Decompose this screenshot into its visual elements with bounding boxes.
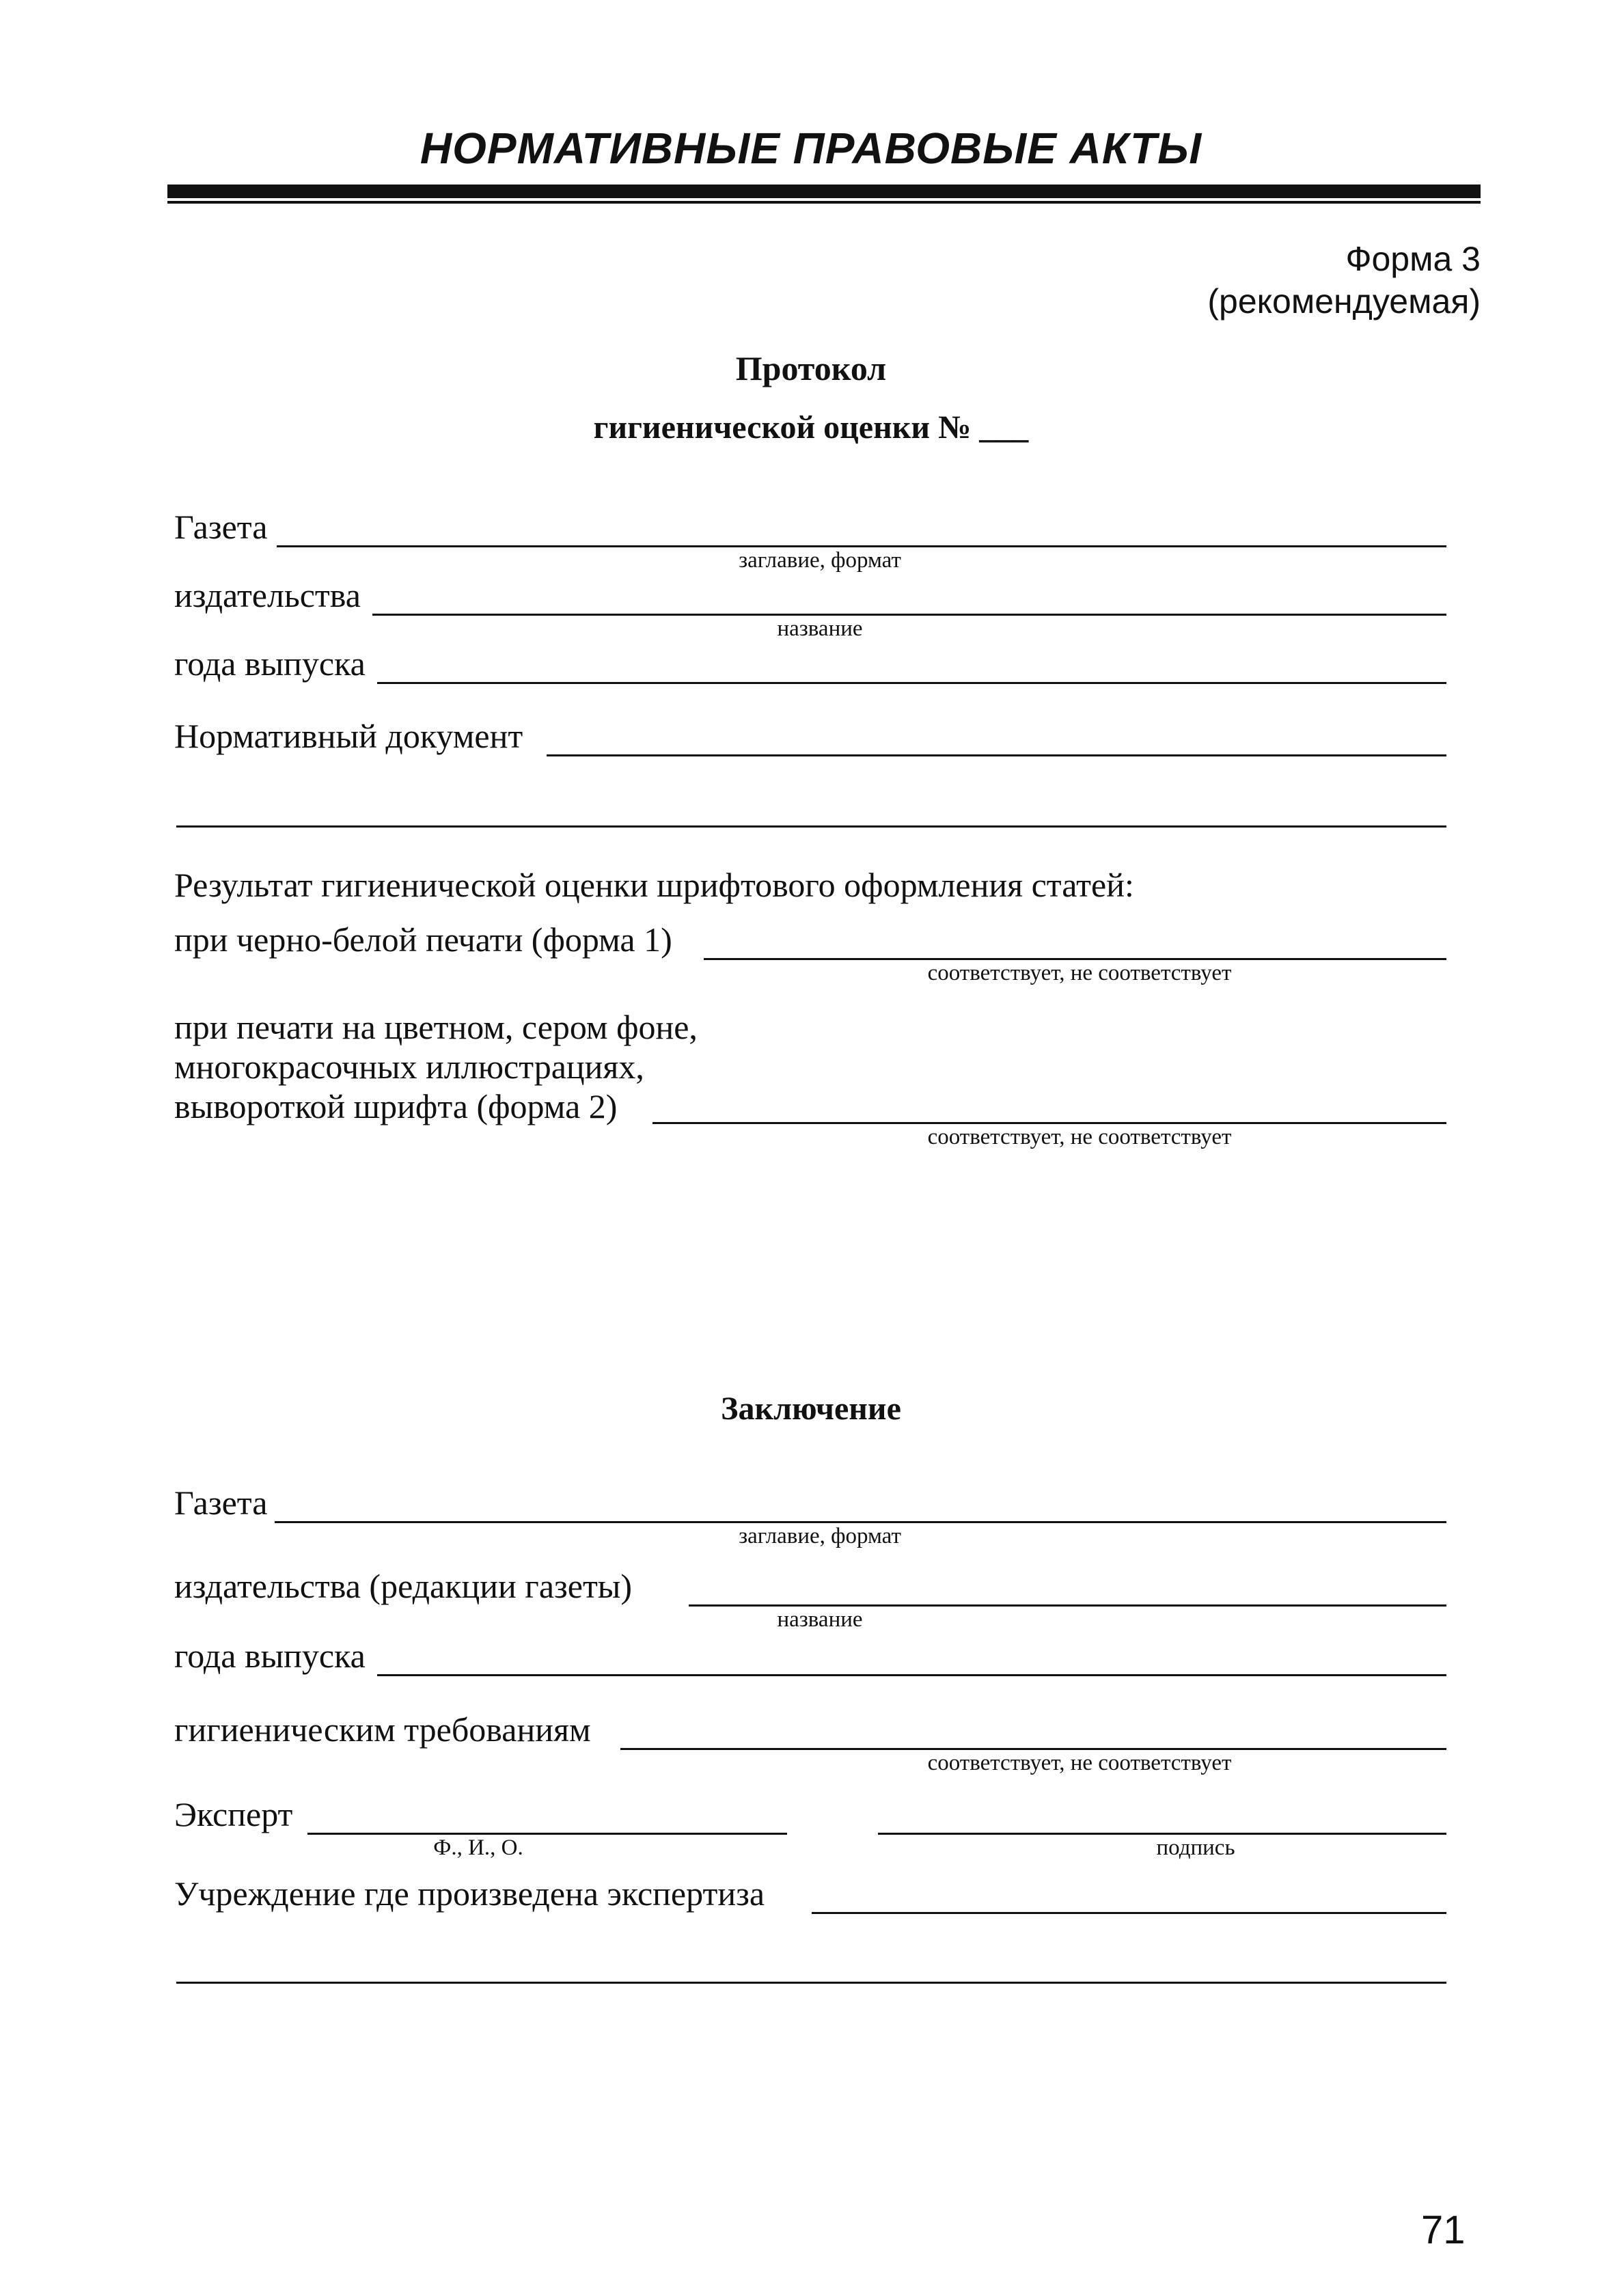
header-rule-thick bbox=[167, 184, 1481, 198]
expert-signature-field[interactable] bbox=[878, 1833, 1446, 1835]
expert-fio-field[interactable] bbox=[307, 1833, 787, 1835]
bw-label: при черно-белой печати (форма 1) bbox=[174, 920, 672, 959]
izdatelstva-label: издательства bbox=[174, 576, 361, 614]
color-caption: соответствует, не соответствует bbox=[927, 1125, 1232, 1149]
color-line-1: при печати на цветном, сером фоне, bbox=[174, 1008, 698, 1046]
gazeta-label: Газета bbox=[174, 508, 268, 546]
institution-label: Учреждение где произведена экспертиза bbox=[174, 1874, 765, 1913]
conclusion-goda-label: года выпуска bbox=[174, 1637, 366, 1675]
header-rule-thin bbox=[167, 201, 1481, 204]
gazeta-caption: заглавие, формат bbox=[739, 548, 901, 573]
institution-field-2[interactable] bbox=[176, 1982, 1446, 1984]
requirements-field[interactable] bbox=[620, 1748, 1446, 1750]
normativ-field-2[interactable] bbox=[176, 825, 1446, 828]
conclusion-izdatelstva-caption: название bbox=[777, 1607, 863, 1632]
signature-caption: подпись bbox=[1156, 1835, 1235, 1860]
form-recommended: (рекомендуемая) bbox=[1207, 282, 1481, 320]
conclusion-izdatelstva-field[interactable] bbox=[689, 1604, 1446, 1607]
requirements-label: гигиеническим требованиям bbox=[174, 1710, 591, 1749]
goda-label: года выпуска bbox=[174, 644, 366, 683]
conclusion-gazeta-caption: заглавие, формат bbox=[739, 1524, 901, 1548]
institution-field[interactable] bbox=[812, 1912, 1446, 1914]
conclusion-gazeta-label: Газета bbox=[174, 1484, 268, 1522]
izdatelstva-field[interactable] bbox=[372, 614, 1446, 616]
conclusion-izdatelstva-label: издательства (редакции газеты) bbox=[174, 1567, 633, 1605]
izdatelstva-caption: название bbox=[777, 616, 863, 641]
protocol-subtitle: гигиенической оценки № ___ bbox=[593, 409, 1029, 446]
protocol-title: Протокол bbox=[735, 349, 887, 387]
requirements-caption: соответствует, не соответствует bbox=[927, 1751, 1232, 1775]
color-line-2: многокрасочных иллюстрациях, bbox=[174, 1048, 644, 1086]
color-field[interactable] bbox=[652, 1122, 1446, 1124]
gazeta-field[interactable] bbox=[277, 545, 1446, 547]
color-line-3: вывороткой шрифта (форма 2) bbox=[174, 1087, 618, 1125]
bw-field[interactable] bbox=[704, 958, 1446, 960]
expert-label: Эксперт bbox=[174, 1795, 293, 1833]
form-number: Форма 3 bbox=[1345, 240, 1481, 278]
bw-caption: соответствует, не соответствует bbox=[927, 961, 1232, 985]
normativ-field[interactable] bbox=[547, 754, 1446, 756]
conclusion-goda-field[interactable] bbox=[377, 1674, 1446, 1676]
normativ-label: Нормативный документ bbox=[174, 717, 523, 755]
conclusion-title: Заключение bbox=[721, 1391, 901, 1427]
page-number: 71 bbox=[1421, 2208, 1466, 2252]
result-heading: Результат гигиенической оценки шрифтового оформления статей: bbox=[174, 866, 1134, 904]
conclusion-gazeta-field[interactable] bbox=[275, 1521, 1446, 1523]
fio-caption: Ф., И., О. bbox=[433, 1835, 523, 1860]
form-number-label bbox=[1207, 238, 1481, 323]
running-header: НОРМАТИВНЫЕ ПРАВОВЫЕ АКТЫ bbox=[420, 124, 1202, 173]
goda-field[interactable] bbox=[377, 682, 1446, 684]
